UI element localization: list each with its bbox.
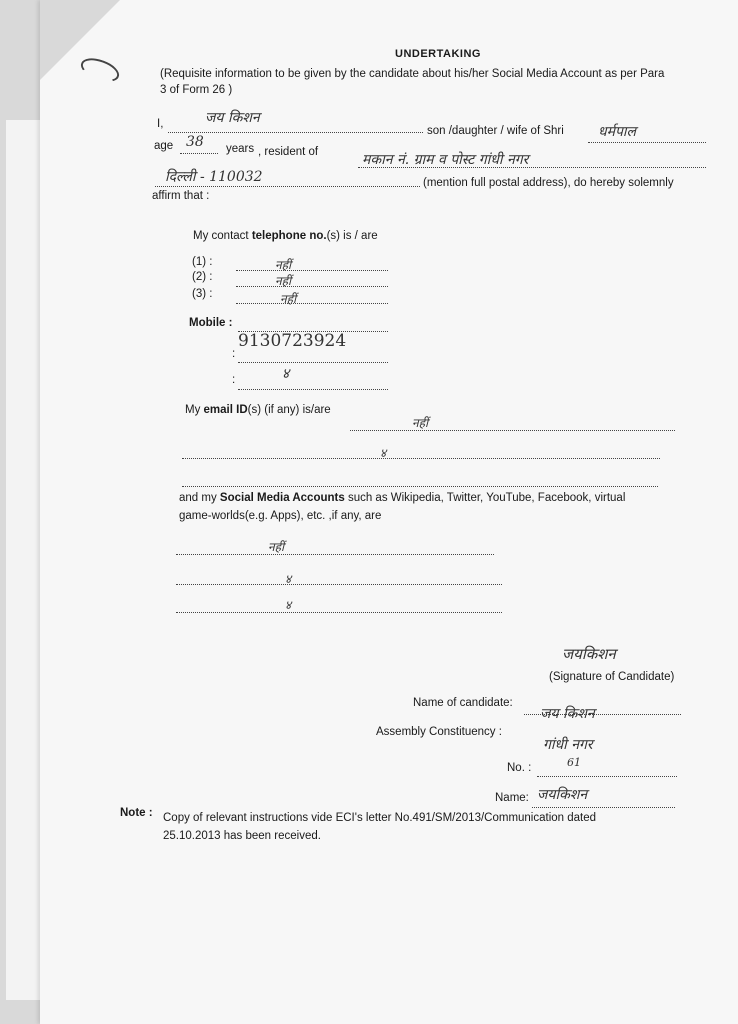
telephone-label-2: (2) :: [192, 271, 213, 283]
page-title: UNDERTAKING: [395, 48, 481, 60]
email-heading: My email ID(s) (if any) is/are: [185, 404, 331, 416]
social-value-3: ४: [285, 598, 292, 612]
email-value-1: नहीं: [412, 416, 429, 430]
telephone-line-2: [236, 286, 388, 287]
social-heading-line-2: game-worlds(e.g. Apps), etc. ,if any, are: [179, 510, 382, 522]
email-line-3: [182, 486, 658, 487]
telephone-value-1: नहीं: [275, 258, 292, 272]
constituency-label: Assembly Constituency :: [376, 726, 502, 738]
intro-line-1: (Requisite information to be given by the candidate about his/her Social Media Account as per Para: [160, 68, 665, 80]
age-line: [180, 153, 218, 154]
social-heading-line-1: and my Social Media Accounts such as Wikipedia, Twitter, YouTube, Facebook, virtual: [179, 492, 626, 504]
father-name-handwritten: धर्मपाल: [598, 124, 637, 140]
mobile-label-2: :: [232, 348, 236, 360]
constituency-handwritten: गांधी नगर: [543, 737, 593, 753]
social-line-1: [176, 554, 494, 555]
telephone-heading: My contact telephone no.(s) is / are: [193, 230, 378, 242]
line-i-prefix: I,: [157, 118, 164, 130]
candidate-name-handwritten: जय किशन: [205, 110, 260, 126]
no-label: No. :: [507, 762, 532, 774]
social-value-1: नहीं: [268, 540, 285, 554]
no-line: [537, 776, 677, 777]
intro-line-2: 3 of Form 26 ): [160, 84, 233, 96]
email-value-2: ४: [380, 446, 387, 460]
note-label: Note :: [120, 807, 153, 819]
social-line-2: [176, 584, 502, 585]
signature-handwritten: जयकिशन: [562, 645, 616, 663]
name-of-candidate-label: Name of candidate:: [413, 697, 513, 709]
telephone-line-3: [236, 303, 388, 304]
age-handwritten: 38: [186, 134, 204, 150]
affirm-text: affirm that :: [152, 190, 210, 202]
email-line-2: [182, 458, 660, 459]
address-line-2: [155, 186, 420, 187]
no-handwritten: 61: [567, 756, 581, 769]
telephone-value-2: नहीं: [275, 274, 292, 288]
telephone-label-3: (3) :: [192, 288, 213, 300]
father-name-line: [588, 142, 706, 143]
telephone-value-3: नहीं: [280, 292, 297, 306]
email-line-1: [350, 430, 675, 431]
telephone-line-1: [236, 270, 388, 271]
note-line-2: 25.10.2013 has been received.: [163, 830, 321, 842]
candidate-name-line: [168, 132, 423, 133]
address-handwritten-1: मकान नं. ग्राम व पोस्ट गांधी नगर: [362, 152, 529, 168]
name-of-candidate-handwritten: जय किशन: [540, 706, 595, 722]
mobile-label-3: :: [232, 374, 236, 386]
mention-address-text: (mention full postal address), do hereby solemnly: [423, 177, 674, 189]
mobile-line-3: [238, 389, 388, 390]
name-line: [532, 807, 675, 808]
telephone-label-1: (1) :: [192, 256, 213, 268]
name-label: Name:: [495, 792, 529, 804]
signature-label: (Signature of Candidate): [549, 671, 675, 683]
mobile-value-1: 9130723924: [238, 331, 347, 351]
address-handwritten-2: दिल्ली - 110032: [165, 169, 263, 185]
social-line-3: [176, 612, 502, 613]
mobile-label: Mobile :: [189, 317, 233, 329]
age-mid: years: [226, 143, 255, 155]
social-value-2: ४: [285, 572, 292, 586]
name-handwritten: जयकिशन: [537, 787, 588, 803]
resident-of-label: , resident of: [258, 146, 319, 158]
mobile-line-2: [238, 362, 388, 363]
mobile-value-3: ४: [282, 366, 290, 382]
age-prefix: age: [154, 140, 174, 152]
note-line-1: Copy of relevant instructions vide ECI's letter No.491/SM/2013/Communication dated: [163, 812, 597, 824]
line-i-suffix: son /daughter / wife of Shri: [427, 125, 564, 137]
